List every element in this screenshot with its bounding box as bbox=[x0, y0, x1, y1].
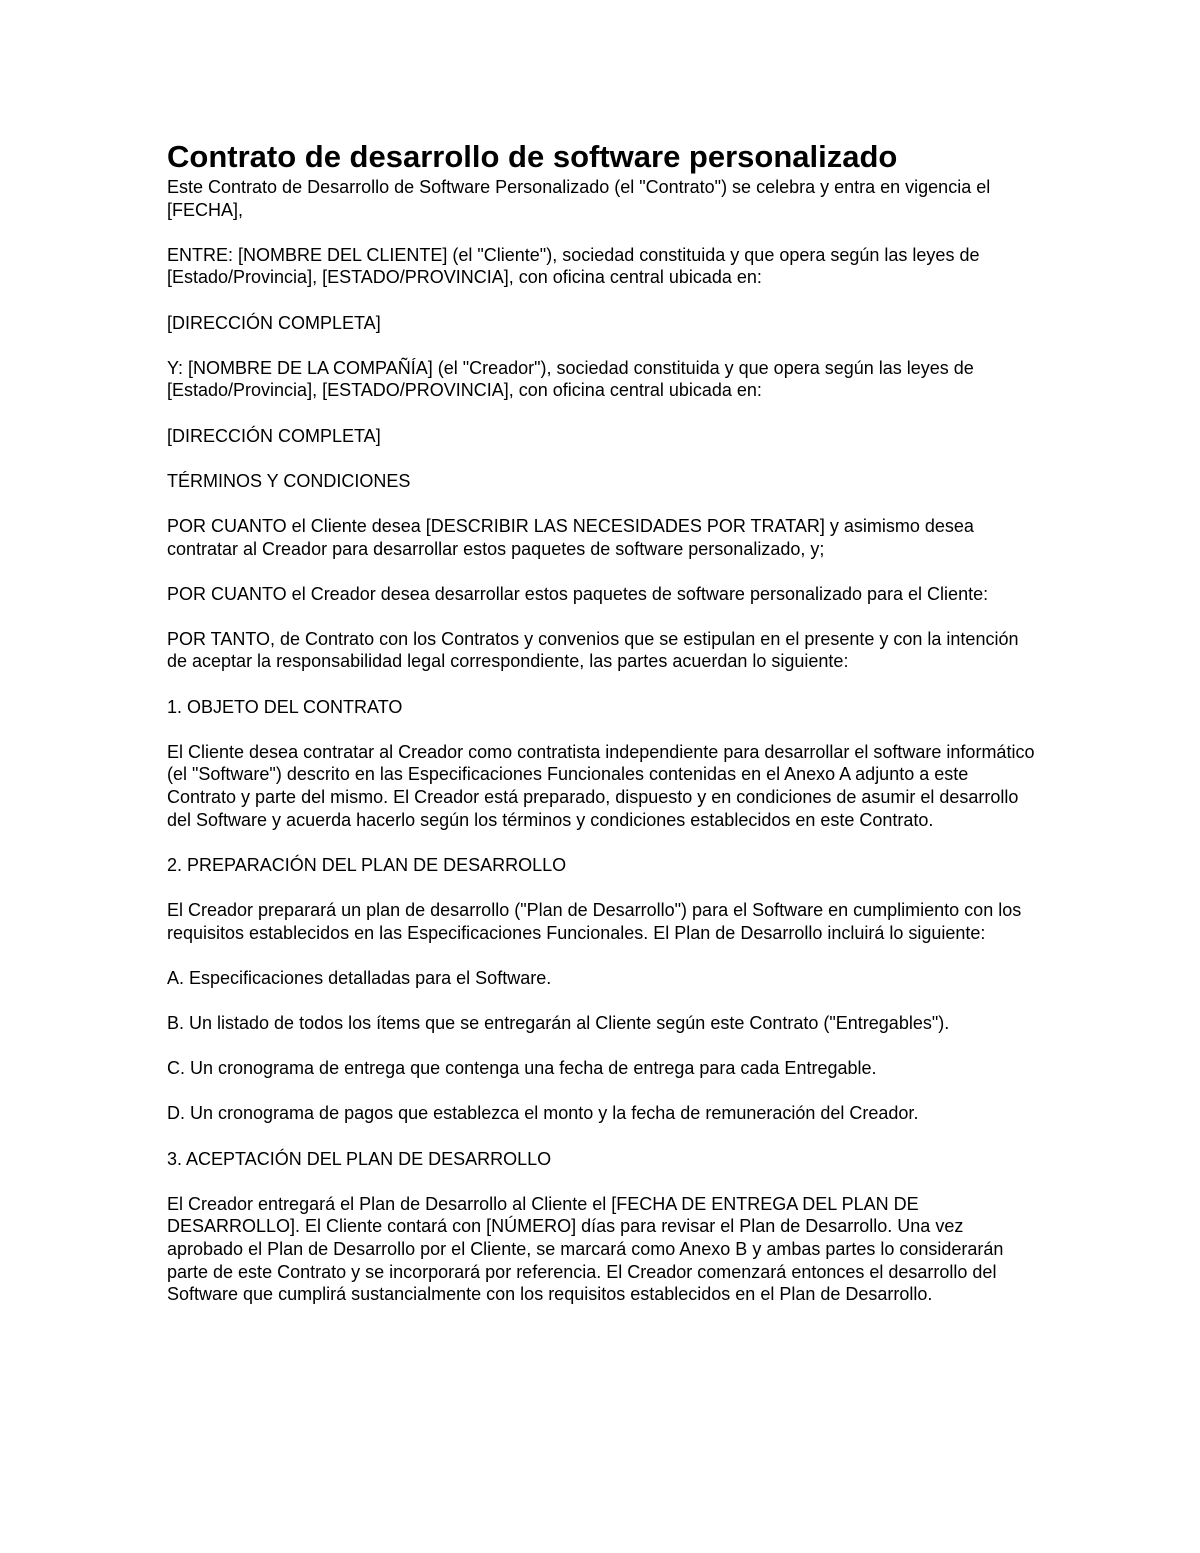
creator-party-paragraph: Y: [NOMBRE DE LA COMPAÑÍA] (el "Creador"), sociedad constituida y que opera según las leyes de [Estado/Provincia], [ESTADO/PROVINCIA], con oficina central ubicada en: bbox=[167, 357, 974, 401]
terms-heading: TÉRMINOS Y CONDICIONES bbox=[167, 470, 411, 491]
section-2-body: El Creador preparará un plan de desarrollo ("Plan de Desarrollo") para el Software en cumplimiento con los requisitos establecidos en las Especificaciones Funcionales. El Plan de Desarrollo incluirá lo siguiente: bbox=[167, 900, 1022, 943]
section-3-heading: 3. ACEPTACIÓN DEL PLAN DE DESARROLLO bbox=[167, 1148, 552, 1169]
section-2-heading: 2. PREPARACIÓN DEL PLAN DE DESARROLLO bbox=[167, 854, 567, 875]
whereas-client-paragraph: POR CUANTO el Cliente desea [DESCRIBIR LAS NECESIDADES POR TRATAR] y asimismo desea contratar al Creador para desarrollar estos paquetes de software personalizado, y; bbox=[167, 515, 974, 559]
section-1-heading: 1. OBJETO DEL CONTRATO bbox=[167, 696, 403, 717]
list-item-a: A. Especificaciones detalladas para el Software. bbox=[167, 967, 552, 988]
whereas-creator-paragraph: POR CUANTO el Creador desea desarrollar estos paquetes de software personalizado para el Cliente: bbox=[167, 583, 989, 604]
intro-paragraph: Este Contrato de Desarrollo de Software Personalizado (el "Contrato") se celebra y entra en vigencia el [FECHA], bbox=[167, 177, 991, 220]
list-item-c: C. Un cronograma de entrega que contenga una fecha de entrega para cada Entregable. bbox=[167, 1058, 877, 1079]
document-page bbox=[167, 138, 1037, 1328]
list-item-d: D. Un cronograma de pagos que establezca el monto y la fecha de remuneración del Creador. bbox=[167, 1103, 919, 1124]
client-address-placeholder: [DIRECCIÓN COMPLETA] bbox=[167, 312, 381, 333]
list-item-b: B. Un listado de todos los ítems que se entregarán al Cliente según este Contrato ("Entregables"). bbox=[167, 1012, 950, 1033]
section-3-body: El Creador entregará el Plan de Desarrollo al Cliente el [FECHA DE ENTREGA DEL PLAN DE DESARROLLO]. El Cliente contará con [NÚMERO] días para revisar el Plan de Desarrollo. Una vez aprobado el Plan de Desarrollo por el Cliente, se marcará como Anexo B y ambas partes lo considerarán parte de este Contrato y se incorporará por referencia. El Creador comenzará entonces el desarrollo del Software que cumplirá sustancialmente con los requisitos establecidos en el Plan de Desarrollo. bbox=[167, 1193, 1004, 1305]
client-party-paragraph: ENTRE: [NOMBRE DEL CLIENTE] (el "Cliente"), sociedad constituida y que opera según las leyes de [Estado/Provincia], [ESTADO/PROVINCIA], con oficina central ubicada en: bbox=[167, 244, 980, 288]
section-1-body: El Cliente desea contratar al Creador como contratista independiente para desarrollar el software informático (el "Software") descrito en las Especificaciones Funcionales contenidas en el Anexo A adjunto a este Contrato y parte del mismo. El Creador está preparado, dispuesto y en condiciones de asumir el desarrollo del Software y acuerda hacerlo según los términos y condiciones establecidos en este Contrato. bbox=[167, 741, 1035, 830]
document-title: Contrato de desarrollo de software personalizado bbox=[167, 139, 898, 174]
therefore-paragraph: POR TANTO, de Contrato con los Contratos y convenios que se estipulan en el presente y con la intención de aceptar la responsabilidad legal correspondiente, las partes acuerdan lo siguiente: bbox=[167, 628, 1019, 672]
creator-address-placeholder: [DIRECCIÓN COMPLETA] bbox=[167, 425, 381, 446]
